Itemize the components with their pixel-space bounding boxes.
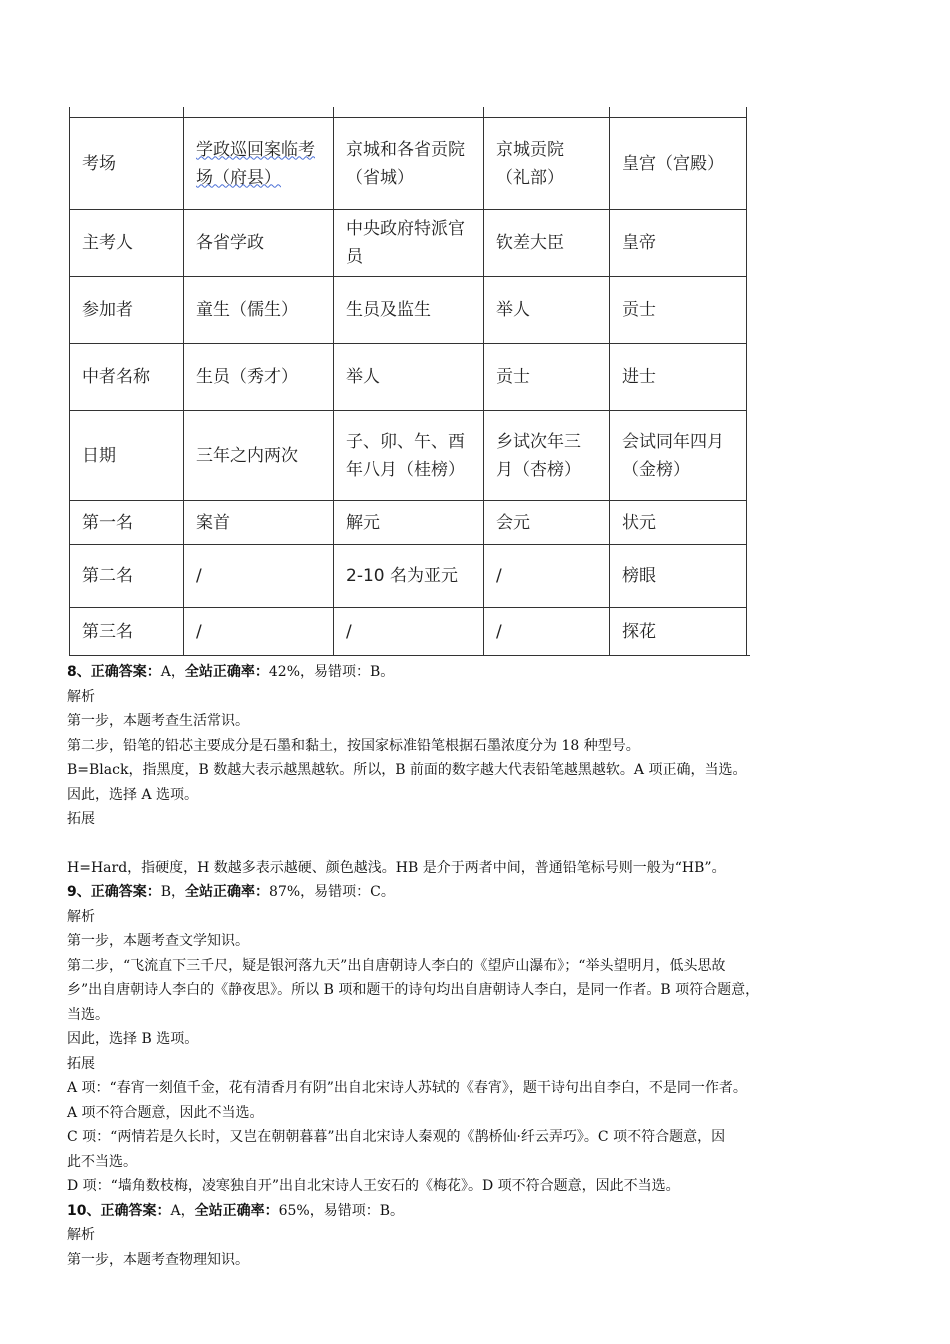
table-row: [70, 344, 747, 411]
table-cell: 举人: [334, 344, 484, 411]
table-cell: 京城贡院（礼部）: [484, 118, 610, 210]
row-label: 考场: [70, 118, 184, 210]
table-cell: 三年之内两次: [184, 411, 334, 501]
table-cell: /: [184, 608, 334, 656]
q9-option-a-line2: A 项不符合题意，因此不当选。: [67, 1104, 264, 1121]
q9-option-c-line2: 此不当选。: [67, 1153, 137, 1170]
q9-option-a-line1: A 项：“春宵一刻值千金，花有清香月有阴”出自北宋诗人苏轼的《春宵》，题干诗句出自李白，不是同一作者。: [67, 1080, 747, 1096]
table-row: [70, 501, 747, 545]
table-cell: 会元: [484, 501, 610, 545]
q8-step1: 第一步，本题考查生活常识。: [67, 713, 249, 729]
table-cell: 举人: [484, 277, 610, 344]
table-cell: 钦差大臣: [484, 210, 610, 277]
row-label: 第二名: [70, 545, 184, 608]
table-row: [70, 608, 747, 656]
row-label: 第三名: [70, 608, 184, 656]
table-row: [70, 545, 747, 608]
q9-step2-line1: 第二步，“飞流直下三千尺，疑是银河落九天”出自唐朝诗人李白的《望庐山瀑布》；“举头望明月，低头思故: [67, 957, 726, 974]
table-cell: 案首: [184, 501, 334, 545]
q9-step2-line3: 当选。: [67, 1006, 109, 1023]
table-cell: /: [484, 545, 610, 608]
table-cell: 进士: [610, 344, 747, 411]
q8-step2: 第二步，铅笔的铅芯主要成分是石墨和黏土，按国家标准铅笔根据石墨浓度分为 18 种型号。: [67, 737, 640, 754]
q9-option-d: D 项：“墙角数枝梅，凌寒独自开”出自北宋诗人王安石的《梅花》。D 项不符合题意，因此不当选。: [67, 1178, 680, 1194]
table-cell: 生员（秀才）: [184, 344, 334, 411]
table-row: [70, 118, 747, 210]
table-row: [70, 277, 747, 344]
row-label: 第一名: [70, 501, 184, 545]
q8-jiexi-heading: 解析: [67, 688, 95, 705]
table-cell: 榜眼: [610, 545, 747, 608]
table-cell: 贡士: [610, 277, 747, 344]
q9-jiexi-heading: 解析: [67, 908, 95, 925]
table-cell: /: [334, 608, 484, 656]
q10-step1: 第一步，本题考查物理知识。: [67, 1251, 249, 1268]
row-label: 主考人: [70, 210, 184, 277]
q9-tuozhan-heading: 拓展: [67, 1055, 95, 1072]
table-cell: 学政巡回案临考场（府县）: [184, 118, 334, 210]
table-cell: 皇帝: [610, 210, 747, 277]
table-cell: 生员及监生: [334, 277, 484, 344]
table-cell: 京城和各省贡院（省城）: [334, 118, 484, 210]
q8-conclusion: 因此，选择 A 选项。: [67, 786, 199, 803]
table-cell: /: [184, 545, 334, 608]
table-cell: /: [484, 608, 610, 656]
answer-explanations: [67, 660, 897, 1272]
exam-comparison-table: [69, 107, 747, 656]
table-cell: 状元: [610, 501, 747, 545]
row-label: 日期: [70, 411, 184, 501]
q9-step1: 第一步，本题考查文学知识。: [67, 933, 249, 949]
q8-tuozhan-heading: 拓展: [67, 811, 95, 827]
q10-answer-line: 10、正确答案：A，全站正确率：65%，易错项：B。: [67, 1202, 405, 1219]
table-cell: 子、卯、午、酉年八月（桂榜）: [334, 411, 484, 501]
q8-step3: B=Black，指黑度，B 数越大表示越黑越软。所以，B 前面的数字越大代表铅笔越黑越软。A 项正确，当选。: [67, 762, 747, 778]
table-cell: 探花: [610, 608, 747, 656]
row-label: 参加者: [70, 277, 184, 344]
table-cell: 各省学政: [184, 210, 334, 277]
q9-answer-line: 9、正确答案：B，全站正确率：87%，易错项：C。: [67, 884, 395, 900]
table-cell: 中央政府特派官员: [334, 210, 484, 277]
table-row: [70, 411, 747, 501]
row-label: 中者名称: [70, 344, 184, 411]
table-row: [70, 210, 747, 277]
q9-option-c-line1: C 项：“两情若是久长时，又岂在朝朝暮暮”出自北宋诗人秦观的《鹊桥仙·纤云弄巧》。C 项不符合题意，因: [67, 1129, 726, 1145]
q9-conclusion: 因此，选择 B 选项。: [67, 1031, 199, 1047]
q8-extension: H=Hard，指硬度，H 数越多表示越硬、颜色越浅。HB 是介于两者中间，普通铅笔标号则一般为“HB”。: [67, 859, 726, 876]
table-stub-row: [70, 107, 747, 118]
exam-table-wrapper: [69, 107, 748, 656]
q10-jiexi-heading: 解析: [67, 1227, 95, 1243]
q8-answer-line: 8、正确答案：A，全站正确率：42%，易错项：B。: [67, 664, 395, 680]
table-cell: 皇宫（宫殿）: [610, 118, 747, 210]
table-cell: 会试同年四月（金榜）: [610, 411, 747, 501]
table-cell: 解元: [334, 501, 484, 545]
table-cell: 2-10 名为亚元: [334, 545, 484, 608]
table-cell: 童生（儒生）: [184, 277, 334, 344]
table-cell: 乡试次年三月（杏榜）: [484, 411, 610, 501]
q9-step2-line2: 乡”出自唐朝诗人李白的《静夜思》。所以 B 项和题干的诗句均出自唐朝诗人李白，是同一作者。B 项符合题意，: [67, 982, 760, 998]
table-edge-mark: [745, 655, 750, 656]
table-cell: 贡士: [484, 344, 610, 411]
